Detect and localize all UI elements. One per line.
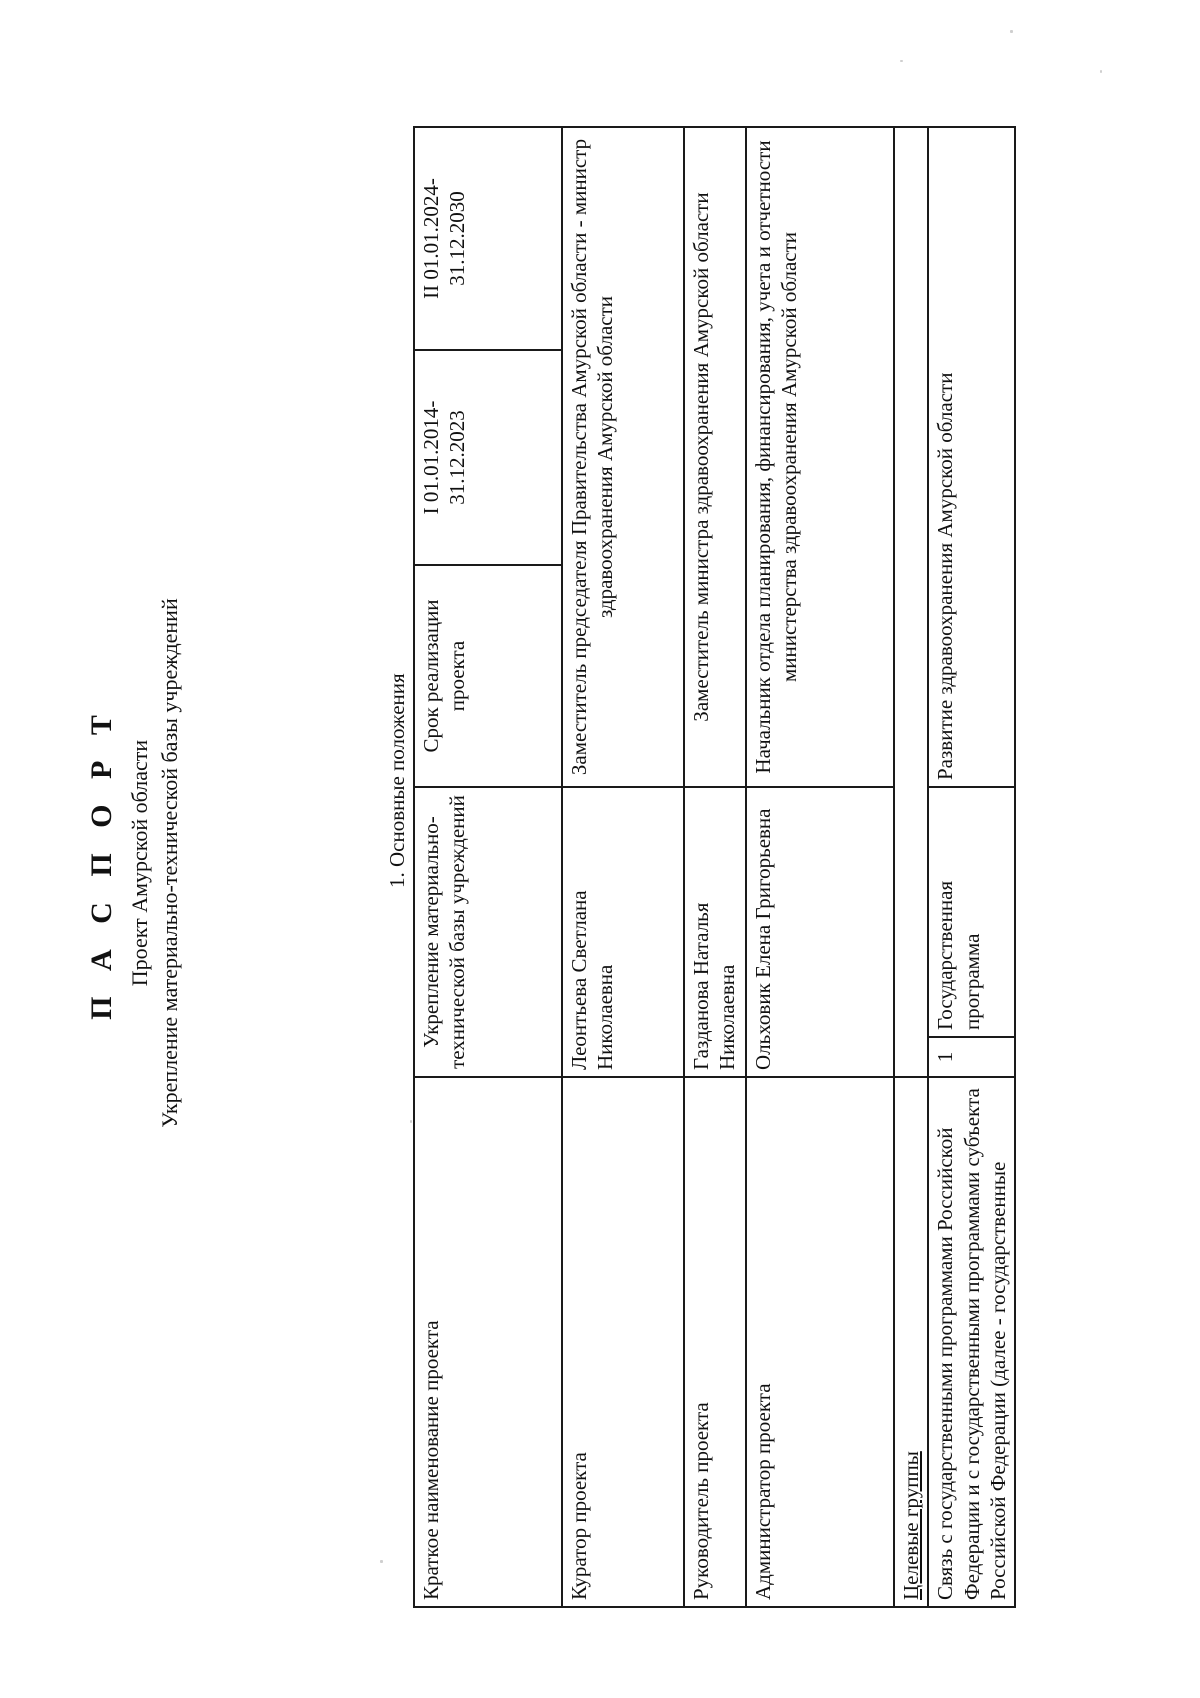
stage-2-period: II 01.01.2024-31.12.2030: [414, 127, 562, 350]
curator-position: Заместитель председателя Правительства Амурской области - министр здравоохранения Амурской области: [562, 127, 684, 787]
short-name-label: Краткое наименование проекта: [414, 1077, 562, 1607]
program-link-label: Связь с государственными программами Российской Федерации и с государственными программами субъекта Российской Федерации (далее - государственные: [928, 1077, 1015, 1607]
admin-position: Начальник отдела планирования, финансирования, учета и отчетности министерства здравоохранения Амурской области: [746, 127, 894, 787]
target-groups-value: [894, 127, 928, 1077]
table-row: [746, 127, 894, 1607]
admin-label: Администратор проекта: [746, 1077, 894, 1607]
scan-speck: [900, 60, 903, 62]
rotated-document: [85, 118, 1085, 1608]
table-row: [684, 127, 746, 1607]
program-name: Развитие здравоохранения Амурской области: [928, 127, 1015, 787]
scan-speck: [1100, 70, 1102, 73]
project-name-heading: Укрепление материально-технической базы учреждений: [157, 598, 182, 1128]
table-row: [928, 127, 1015, 1607]
short-name-value: Укрепление материально-технической базы учреждений: [414, 787, 562, 1077]
head-name: Газданова Наталья Николаевна: [684, 787, 746, 1077]
passport-subtitle: Проект Амурской области: [127, 739, 152, 987]
term-label: Срок реализации проекта: [414, 565, 562, 787]
curator-label: Куратор проекта: [562, 1077, 684, 1607]
passport-table: [413, 126, 1016, 1608]
table-row: [562, 127, 684, 1607]
scan-speck: [1010, 30, 1013, 33]
target-groups-label: Целевые группы: [894, 1077, 928, 1607]
stage-1-period: I 01.01.2014-31.12.2023: [414, 350, 562, 565]
passport-title: П А С П О Р Т: [85, 706, 118, 1020]
head-position: Заместитель министра здравоохранения Амурской области: [684, 127, 746, 787]
curator-name: Леонтьева Светлана Николаевна: [562, 787, 684, 1077]
table-row: [894, 127, 928, 1607]
section-heading: 1. Основные положения: [385, 673, 409, 888]
table-row: [414, 127, 562, 1607]
admin-name: Ольховик Елена Григорьевна: [746, 787, 894, 1077]
head-label: Руководитель проекта: [684, 1077, 746, 1607]
program-number: 1: [928, 1037, 1015, 1077]
program-type: Государственная программа: [928, 787, 1015, 1037]
